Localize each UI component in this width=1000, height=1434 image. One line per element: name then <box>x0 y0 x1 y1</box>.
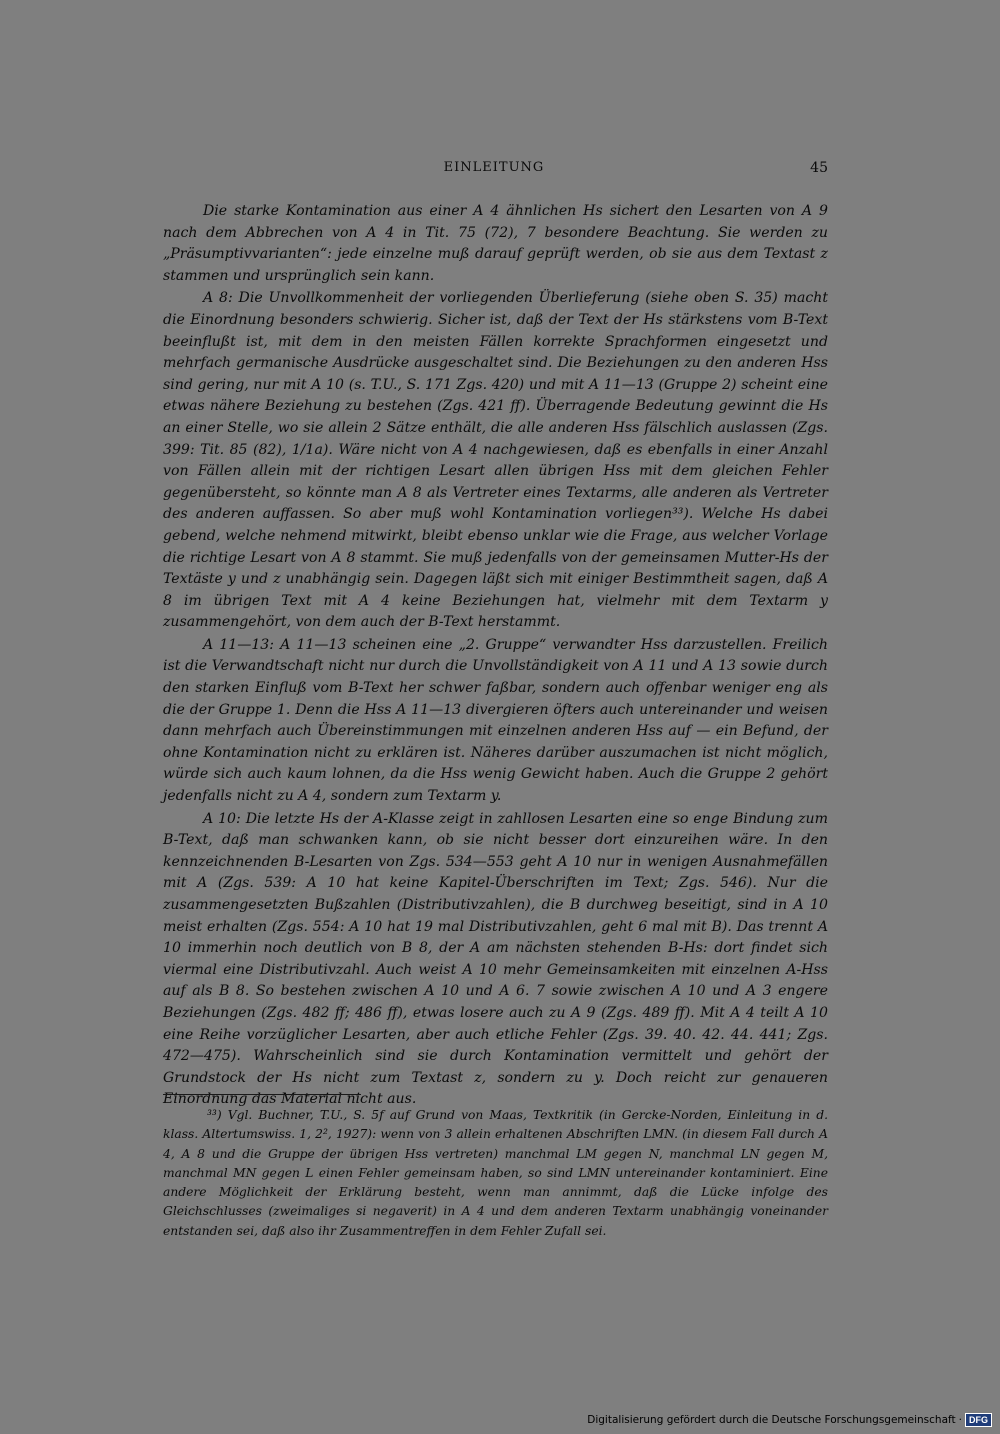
footnote-rule <box>163 1094 361 1095</box>
footnote-area <box>163 1094 828 1241</box>
credit-text: Digitalisierung gefördert durch die Deutsche Forschungsgemeinschaft <box>587 1414 956 1426</box>
dfg-logo: DFG <box>965 1413 992 1427</box>
paragraph: A 8: Die Unvollkommenheit der vorliegenden Überlieferung (siehe oben S. 35) macht die Einordnung besonders schwierig. Sicher ist, daß der Text der Hs stärkstens vom B-Text beeinflußt ist, mit dem in den meisten Fällen korrekte Sprachformen eingesetzt und mehrfach germanische Ausdrücke ausgeschaltet sind. Die Beziehungen zu den anderen Hss sind gering, nur mit A 10 (s. T.U., S. 171 Zgs. 420) und mit A 11—13 (Gruppe 2) scheint eine etwas nähere Beziehung zu bestehen (Zgs. 421 ff). Überragende Bedeutung gewinnt die Hs an einer Stelle, wo sie allein 2 Sätze enthält, die alle anderen Hss fälschlich auslassen (Zgs. 399: Tit. 85 (82), 1/1a). Wäre nicht von A 4 nachgewiesen, daß es ebenfalls in einer Anzahl von Fällen allein mit der richtigen Lesart allen übrigen Hss mit dem gleichen Fehler gegenübersteht, so könnte man A 8 als Vertreter eines Textarms, alle anderen als Vertreter des anderen auffassen. So aber muß wohl Kontamination vorliegen³³). Welche Hs dabei gebend, welche nehmend mitwirkt, bleibt ebenso unklar wie die Frage, aus welcher Vorlage die richtige Lesart von A 8 stammt. Sie muß jedenfalls von der gemeinsamen Mutter-Hs der Textäste y und z unabhängig sein. Dagegen läßt sich mit einiger Bestimmtheit sagen, daß A 8 im übrigen Text mit A 4 keine Beziehungen hat, vielmehr mit dem Textarm y zusammengehört, von dem auch der B-Text herstammt. <box>163 290 828 631</box>
running-header <box>160 160 828 182</box>
credit-separator: · <box>958 1414 962 1426</box>
paragraph: A 11—13: A 11—13 scheinen eine „2. Gruppe“ verwandter Hss darzustellen. Freilich ist die Verwandtschaft nicht nur durch die Unvollständigkeit von A 11 und A 13 sowie durch den starken Einfluß vom B-Text her schwer faßbar, sondern auch offenbar weniger eng als die der Gruppe 1. Denn die Hss A 11—13 divergieren öfters auch untereinander und weisen dann mehrfach auch Übereinstimmungen mit einzelnen anderen Hss auf — ein Befund, der ohne Kontamination nicht zu erklären ist. Näheres darüber auszumachen ist nicht möglich, würde sich auch kaum lohnen, da die Hss wenig Gewicht haben. Auch die Gruppe 2 gehört jedenfalls nicht zu A 4, sondern zum Textarm y. <box>163 636 828 805</box>
body-text <box>163 201 828 1111</box>
footnote: ³³) Vgl. Buchner, T.U., S. 5f auf Grund von Maas, Textkritik (in Gercke-Norden, Einleitung in d. klass. Altertumswiss. 1, 2², 1927): wenn von 3 allein erhaltenen Abschriften LMN. (in diesem Fall durch A 4, A 8 und die Gruppe der übrigen Hss vertreten) manchmal LM gegen N, manchmal LN gegen M, manchmal MN gegen L einen Fehler gemeinsam haben, so sind LMN untereinander kontaminiert. Eine andere Möglichkeit der Erklärung besteht, wenn man annimmt, daß die Lücke infolge des Gleichschlusses (zweimaliges si negaverit) in A 4 und dem anderen Textarm unabhängig voneinander entstanden sei, daß also ihr Zusammentreffen in dem Fehler Zufall sei. <box>163 1108 828 1238</box>
digitization-credit <box>587 1413 992 1427</box>
running-title: EINLEITUNG <box>443 160 545 175</box>
paragraph: Die starke Kontamination aus einer A 4 ähnlichen Hs sichert den Lesarten von A 9 nach dem Abbrechen von A 4 in Tit. 75 (72), 7 besondere Beachtung. Sie werden zu „Präsumptivvarianten“: jede einzelne muß darauf geprüft werden, ob sie aus dem Textast z stammen und ursprünglich sein kann. <box>163 203 828 284</box>
paragraph: A 10: Die letzte Hs der A-Klasse zeigt in zahllosen Lesarten eine so enge Bindung zum B-Text, daß man schwanken kann, ob sie nicht besser dort einzureihen wäre. In den kennzeichnenden B-Lesarten von Zgs. 534—553 geht A 10 nur in wenigen Ausnahmefällen mit A (Zgs. 539: A 10 hat keine Kapitel-Überschriften im Text; Zgs. 546). Nur die zusammengesetzten Bußzahlen (Distributivzahlen), die B durchweg beseitigt, sind in A 10 meist erhalten (Zgs. 554: A 10 hat 19 mal Distributivzahlen, geht 6 mal mit B). Das trennt A 10 immerhin noch deutlich von B 8, der A am nächsten stehenden B-Hs: dort findet sich viermal eine Distributivzahl. Auch weist A 10 mehr Gemeinsamkeiten mit einzelnen A-Hss auf als B 8. So bestehen zwischen A 10 und A 6. 7 sowie zwischen A 10 und A 3 engere Beziehungen (Zgs. 482 ff; 486 ff), etwas losere auch zu A 9 (Zgs. 489 ff). Mit A 4 teilt A 10 eine Reihe vorzüglicher Lesarten, aber auch etliche Fehler (Zgs. 39. 40. 42. 44. 441; Zgs. 472—475). Wahrscheinlich sind sie durch Kontamination vermittelt und gehört der Grundstock der Hs nicht zum Textast z, sondern zu y. Doch reicht zur genaueren Einordnung das Material nicht aus. <box>163 810 828 1108</box>
page-number: 45 <box>810 160 828 176</box>
